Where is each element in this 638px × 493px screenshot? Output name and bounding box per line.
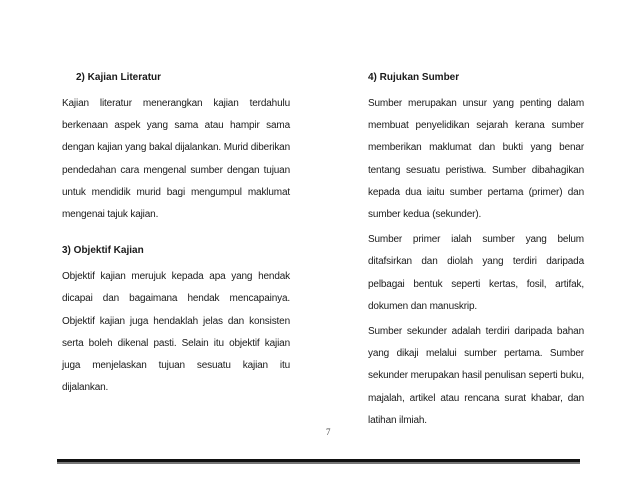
right-column (368, 72, 584, 432)
heading-rujukan-sumber: 4) Rujukan Sumber (368, 72, 460, 83)
paragraph-sumber: Sumber merupakan unsur yang penting dalam membuat penyelidikan sejarah kerana sumber memberikan maklumat dan bukti yang benar tentang sesuatu peristiwa. Sumber dibahagikan kepada dua iaitu sumber pertama (primer) dan sumber kedua (sekunder). (368, 98, 584, 221)
heading-objektif-kajian: 3) Objektif Kajian (62, 245, 144, 257)
paragraph-objektif-kajian: Objektif kajian merujuk kepada apa yang hendak dicapai dan bagaimana hendak mencapainya. Objektif kajian juga hendaklah jelas dan konsisten serta boleh dikenal pasti. Selain itu objektif kajian juga menjelaskan tujuan sesuatu kajian itu dijalankan. (62, 271, 290, 394)
heading-kajian-literatur: 2) Kajian Literatur (76, 72, 162, 83)
paragraph-sumber-sekunder: Sumber sekunder adalah terdiri daripada bahan yang dikaji melalui sumber pertama. Sumber sekunder merupakan hasil penulisan seperti buku, majalah, artikel atau rencana surat khabar, dan latihan ilmiah. (368, 326, 584, 426)
footer-rule (57, 459, 580, 464)
page-number: 7 (326, 427, 331, 437)
left-column (62, 72, 290, 399)
paragraph-kajian-literatur: Kajian literatur menerangkan kajian terdahulu berkenaan aspek yang sama atau hampir sama dengan kajian yang bakal dijalankan. Murid diberikan pendedahan cara mengenal sumber dengan tujuan untuk mendidik murid bagi mengumpul maklumat mengenai tajuk kajian. (62, 98, 290, 221)
paragraph-sumber-primer: Sumber primer ialah sumber yang belum ditafsirkan dan diolah yang terdiri daripada pelbagai bentuk seperti kertas, fosil, artifak, dokumen dan manuskrip. (368, 234, 584, 312)
